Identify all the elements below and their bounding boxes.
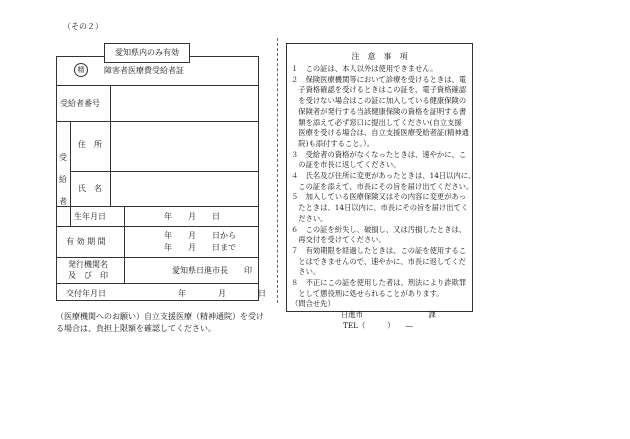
fold-line bbox=[277, 38, 278, 303]
validity-tab: 愛知県内のみ有効 bbox=[104, 43, 190, 63]
notes-line: ださい。 bbox=[291, 213, 328, 223]
notes-line: 再交付を受けてください。 bbox=[291, 235, 386, 245]
page-label: （その２） bbox=[63, 22, 103, 31]
notes-line: ３ 受給者の資格がなくなったときは、速やかに、こ bbox=[291, 149, 467, 159]
divider bbox=[56, 206, 259, 207]
name-label: 氏 名 bbox=[78, 184, 102, 193]
validity-period-label: 有 効 期 間 bbox=[66, 237, 106, 246]
birthdate-label: 生年月日 bbox=[74, 212, 106, 221]
notes-line: 医療を受ける場合は、自立支援医療受給者証(精神通 bbox=[291, 128, 469, 138]
recipient-label-vertical: 受 給 者 bbox=[59, 153, 67, 206]
notes-line: ４ 氏名及び住所に変更があったときは、14日以内に、 bbox=[291, 171, 476, 181]
notes-line: 保険者が発行する当該健康保険の資格を証明する書 bbox=[291, 106, 467, 116]
notes-box bbox=[286, 43, 476, 330]
inquiry-tel: TEL（ ） ― bbox=[343, 320, 413, 330]
notes-line: １ この証は、本人以外は使用できません。 bbox=[291, 64, 438, 73]
request-note-line1: （医療機関へのお願い）自立支援医療（精神通院）を受け bbox=[56, 312, 264, 321]
birthdate-value: 年 月 日 bbox=[164, 212, 220, 221]
issue-date-value: 年 月 日 bbox=[178, 289, 266, 298]
validity-from: 年 月 日から bbox=[164, 231, 236, 240]
issuer-label-1: 発行機関名 bbox=[68, 260, 108, 269]
divider bbox=[56, 226, 259, 227]
divider bbox=[56, 85, 259, 86]
divider bbox=[110, 85, 111, 121]
address-label: 住 所 bbox=[78, 140, 102, 149]
notes-line: ８ 不正にこの証を使用した者は、刑法により詐欺罪 bbox=[291, 278, 467, 288]
notes-line: たときは、14日以内に、市長にその旨を届け出てく bbox=[291, 203, 469, 213]
seal-mark: 精 bbox=[74, 63, 88, 77]
recipient-number-label: 受給者番号 bbox=[60, 99, 100, 108]
issue-date-label: 交付年月日 bbox=[66, 289, 106, 298]
validity-to: 年 月 日まで bbox=[164, 243, 236, 252]
divider bbox=[56, 257, 259, 258]
notes-line: 院)も添付すること。）。 bbox=[291, 138, 375, 148]
inquiry-label: （問合せ先） bbox=[291, 299, 335, 309]
divider bbox=[70, 121, 71, 226]
notes-line: ５ 加入している医療保険又はその内容に変更があっ bbox=[291, 192, 467, 202]
notes-line: として懲役刑に処せられることがあります。 bbox=[291, 288, 444, 298]
notes-line: ２ 保険医療機関等において診療を受けるときは、電 bbox=[291, 74, 467, 84]
issuer-value: 愛知県日進市長 印 bbox=[172, 266, 252, 275]
notes-heading: 注 意 事 項 bbox=[351, 52, 408, 61]
notes-line: この証を添えて、市長にその旨を届け出てください。 bbox=[291, 181, 474, 191]
divider bbox=[56, 283, 259, 284]
divider bbox=[110, 121, 111, 206]
divider bbox=[70, 171, 259, 172]
issuer-label-2: 及 び 印 bbox=[68, 271, 108, 280]
divider bbox=[124, 206, 125, 283]
notes-line: 子資格確認を受けるときはこの証を、電子資格確認 bbox=[291, 85, 467, 95]
notes-line: ６ この証を紛失し、破損し、又は汚損したときは、 bbox=[291, 224, 467, 234]
notes-line: を受けない場合はこの証に加入している健康保険の bbox=[291, 96, 467, 106]
notes-line: とはできませんので、速やかに、市長に返してくだ bbox=[291, 256, 466, 266]
notes-line: ７ 有効期限を経過したときは、この証を使用するこ bbox=[291, 245, 467, 255]
request-note-line2: る場合は、負担上限額を確認してください。 bbox=[56, 324, 216, 333]
divider bbox=[56, 121, 259, 122]
notes-line: 類を添えて必ず窓口に提出してください(自立支援 bbox=[291, 117, 462, 127]
certificate-title: 障害者医療費受給者証 bbox=[104, 66, 184, 75]
notes-line: さい。 bbox=[291, 267, 321, 277]
notes-line: の証を市長に返してください。 bbox=[291, 160, 401, 170]
notes-list bbox=[291, 64, 475, 332]
inquiry-city: 日進市 課 bbox=[341, 310, 436, 320]
